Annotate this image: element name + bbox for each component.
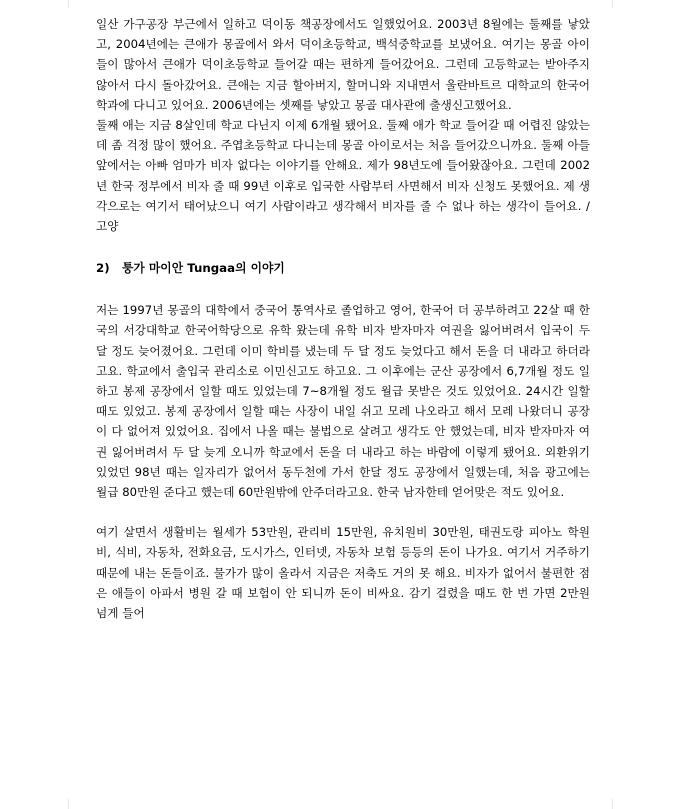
- spacer-after-heading: [96, 278, 590, 300]
- paragraph-4: 여기 살면서 생활비는 월세가 53만원, 관리비 15만원, 유치원비 30만원, 태권도랑 피아노 학원비, 식비, 자동차, 전화요금, 도시가스, 인터넷, 자동차 보험 등등의 돈이 나가요. 여기서 거주하기 때문에 내는 돈들이죠. 물가가 많이 올라서 지금은 저축도 거의 못 해요. 비자가 없어서 불편한 점은 애들이 아파서 병원 갈 때 보험이 안 되니까 돈이 비싸요. 감기 걸렸을 때도 한 번 가면 2만원 넘게 들어: [96, 525, 590, 621]
- spacer-before-heading: [96, 236, 590, 258]
- document-body: [96, 14, 590, 623]
- section-heading: [96, 258, 590, 278]
- paragraph-3: 저는 1997년 몽골의 대학에서 중국어 통역사로 졸업하고 영어, 한국어 더 공부하려고 22살 때 한국의 서강대학교 한국어학당으로 유학 왔는데 유학 비자 받자마자 여권을 잃어버려서 입국이 두 달 정도 늦어졌어요. 그런데 이미 학비를 냈는데 두 달 정도 늦었다고 해서 돈을 더 내라고 하더라고요. 학교에서 출입국 관리소로 이민신고도 하고요. 그 이후에는 군산 공장에서 6,7개월 정도 일하고 봉제 공장에서 일할 때도 있었는데 7~8개월 정도 월급 못받은 것도 있었어요. 24시간 일할 때도 있었고. 봉제 공장에서 일할 때는 사장이 내일 쉬고 모레 나오라고 해서 모레 나왔더니 공장이 다 없어져 있었어요. 집에서 나올 때는 불법으로 살려고 생각도 안 했었는데, 비자 받자마자 여권 잃어버려서 두 달 늦게 오니까 학교에서 돈을 더 내라고 하는 바람에 이렇게 됐어요. 외환위기 있었던 98년 때는 일자리가 없어서 동두천에 가서 한달 정도 공장에서 일했는데, 처음 광고에는 월급 80만원 준다고 했는데 60만원밖에 안주더라고요. 한국 남자한테 얻어맞은 적도 있어요.: [96, 303, 590, 500]
- section-heading-text: 퉁가 마이안 Tungaa의 이야기: [122, 261, 285, 276]
- page-edge-mark-top-right: [612, 0, 613, 8]
- section-heading-number: 2): [96, 261, 110, 276]
- spacer-between-paragraphs: [96, 502, 590, 522]
- page-edge-mark-top-left: [68, 0, 69, 8]
- paragraph-2: 둘째 애는 지금 8살인데 학교 다닌지 이제 6개월 됐어요. 둘째 애가 학교 들어갈 때 어렵진 않았는데 좀 걱정 많이 했어요. 주엽초등학교 다니는데 몽골 아이로서는 처음 들어갔으니까요. 둘째 아들 앞에서는 아빠 엄마가 비자 없다는 이야기를 안해요. 제가 98년도에 들어왔잖아요. 그런데 2002년 한국 정부에서 비자 줄 때 99년 이후로 입국한 사람부터 사면해서 비자 신청도 못했어요. 제 생각으로는 여기서 태어났으니 여기 사람이라고 생각해서 비자를 줄 수 없나 하는 생각이 들어요. / 고양: [96, 118, 590, 234]
- paragraph-1: 일산 가구공장 부근에서 일하고 덕이동 책공장에서도 일했었어요. 2003년 8월에는 둘째를 낳았고, 2004년에는 큰애가 몽골에서 와서 덕이초등학교, 백석중학교를 보냈어요. 여기는 몽골 아이들이 많아서 큰애가 덕이초등학교 들어갈 때는 편하게 들어갔어요. 그런데 고등학교는 받아주지 않아서 다시 돌아갔어요. 큰애는 지금 할아버지, 할머니와 지내면서 울란바트르 대학교의 한국어학과에 다니고 있어요. 2006년에는 셋째를 낳았고 몽골 대사관에 출생신고했어요.: [96, 17, 590, 112]
- page-edge-mark-bottom-left: [68, 799, 69, 809]
- page-edge-mark-bottom-right: [612, 799, 613, 809]
